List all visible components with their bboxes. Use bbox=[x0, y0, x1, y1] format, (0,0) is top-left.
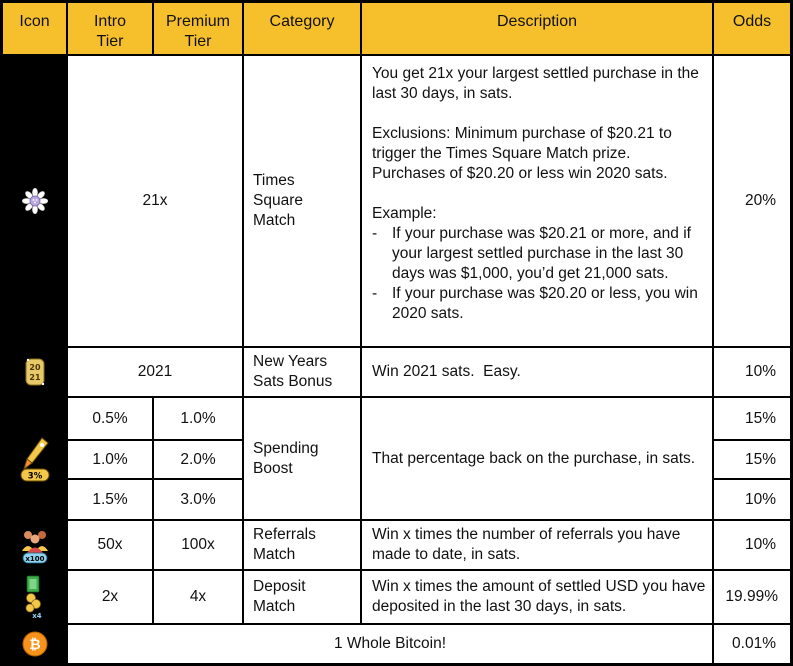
svg-text:20: 20 bbox=[28, 363, 41, 372]
cash-coins-icon bbox=[21, 574, 49, 620]
description-deposit bbox=[362, 571, 712, 623]
description-text: Win x times the amount of settled USD you have deposited in the last 30 days, in sats. bbox=[372, 578, 706, 615]
tier-new-years: 2021 bbox=[68, 348, 242, 396]
category-label: Referrals Match bbox=[253, 526, 316, 563]
odds-times-square: 20% bbox=[714, 56, 790, 346]
odds-deposit: 19.99% bbox=[714, 571, 790, 623]
people-group-icon bbox=[19, 525, 51, 565]
description-new-years bbox=[362, 348, 712, 396]
icon-label: x100 bbox=[24, 554, 45, 563]
bitcoin-icon bbox=[22, 631, 48, 657]
description-bullet: - If your purchase was $20.21 or more, and if your largest settled purchase in the last 30 days was $1,000, you’d get 21,000 sats. bbox=[372, 224, 702, 284]
odds-bitcoin: 0.01% bbox=[714, 625, 790, 663]
svg-text:21: 21 bbox=[28, 373, 41, 382]
odds-referrals: 10% bbox=[714, 521, 790, 569]
description-text: Win x times the number of referrals you have made to date, in sats. bbox=[372, 526, 681, 563]
header-premium-tier: Premium Tier bbox=[154, 3, 242, 54]
tier-intro-referrals: 50x bbox=[68, 521, 152, 569]
icon-cell-new-years bbox=[3, 348, 66, 396]
category-referrals bbox=[244, 521, 360, 569]
tier-intro-spending-2: 1.0% bbox=[68, 441, 152, 478]
description-referrals bbox=[362, 521, 712, 569]
icon-cell-bitcoin bbox=[3, 625, 66, 663]
tier-premium-spending-3: 3.0% bbox=[154, 480, 242, 519]
category-label: Spending Boost bbox=[253, 439, 319, 477]
tier-premium-deposit: 4x bbox=[154, 571, 242, 623]
description-exclusions: Exclusions: Minimum purchase of $20.21 to trigger the Times Square Match prize. Purchases of $20.20 or less win 2020 sats. bbox=[372, 125, 672, 182]
tier-intro-spending-1: 0.5% bbox=[68, 398, 152, 439]
prize-bitcoin: 1 Whole Bitcoin! bbox=[68, 625, 712, 663]
category-label: Deposit Match bbox=[253, 578, 306, 615]
description-example-label: Example: bbox=[372, 205, 437, 222]
new-year-2021-icon bbox=[24, 357, 46, 387]
bullet-text: If your purchase was $20.20 or less, you win 2020 sats. bbox=[392, 285, 698, 322]
header-icon: Icon bbox=[3, 3, 66, 54]
tier-premium-referrals: 100x bbox=[154, 521, 242, 569]
category-deposit bbox=[244, 571, 360, 623]
icon-cell-deposit bbox=[3, 571, 66, 623]
odds-new-years: 10% bbox=[714, 348, 790, 396]
odds-spending-2: 15% bbox=[714, 441, 790, 478]
description-text: That percentage back on the purchase, in sats. bbox=[372, 449, 696, 467]
header-category: Category bbox=[244, 3, 360, 54]
icon-label: x4 bbox=[31, 612, 42, 620]
category-new-years bbox=[244, 348, 360, 396]
description-spending-boost bbox=[362, 398, 712, 519]
description-text: Win 2021 sats. Easy. bbox=[372, 363, 521, 380]
category-times-square bbox=[244, 56, 360, 346]
icon-cell-times-square bbox=[3, 56, 66, 346]
bullet-text: If your purchase was $20.21 or more, and if your largest settled purchase in the last 30 days was $1,000, you’d get 21,000 sats. bbox=[392, 225, 691, 282]
svg-text:₿: ₿ bbox=[28, 637, 41, 653]
category-label: New Years Sats Bonus bbox=[253, 353, 333, 390]
header-description: Description bbox=[362, 3, 712, 54]
description-times-square bbox=[362, 56, 712, 346]
header-odds: Odds bbox=[714, 3, 790, 54]
icon-label: 3% bbox=[27, 471, 42, 481]
tier-times-square: 21x bbox=[68, 56, 242, 346]
tier-premium-spending-1: 1.0% bbox=[154, 398, 242, 439]
icon-cell-spending-boost bbox=[3, 398, 66, 519]
tier-premium-spending-2: 2.0% bbox=[154, 441, 242, 478]
header-intro-tier: Intro Tier bbox=[68, 3, 152, 54]
category-spending-boost bbox=[244, 398, 360, 519]
icon-cell-referrals bbox=[3, 521, 66, 569]
odds-spending-1: 15% bbox=[714, 398, 790, 439]
description-paragraph: You get 21x your largest settled purchase in the last 30 days, in sats. bbox=[372, 65, 699, 102]
rocket-3-percent-icon bbox=[18, 435, 52, 483]
odds-spending-3: 10% bbox=[714, 480, 790, 519]
description-bullet: - If your purchase was $20.20 or less, you win 2020 sats. bbox=[372, 284, 702, 324]
category-label: Times Square Match bbox=[253, 172, 303, 229]
daisy-flower-icon bbox=[22, 188, 48, 214]
tier-intro-deposit: 2x bbox=[68, 571, 152, 623]
tier-intro-spending-3: 1.5% bbox=[68, 480, 152, 519]
